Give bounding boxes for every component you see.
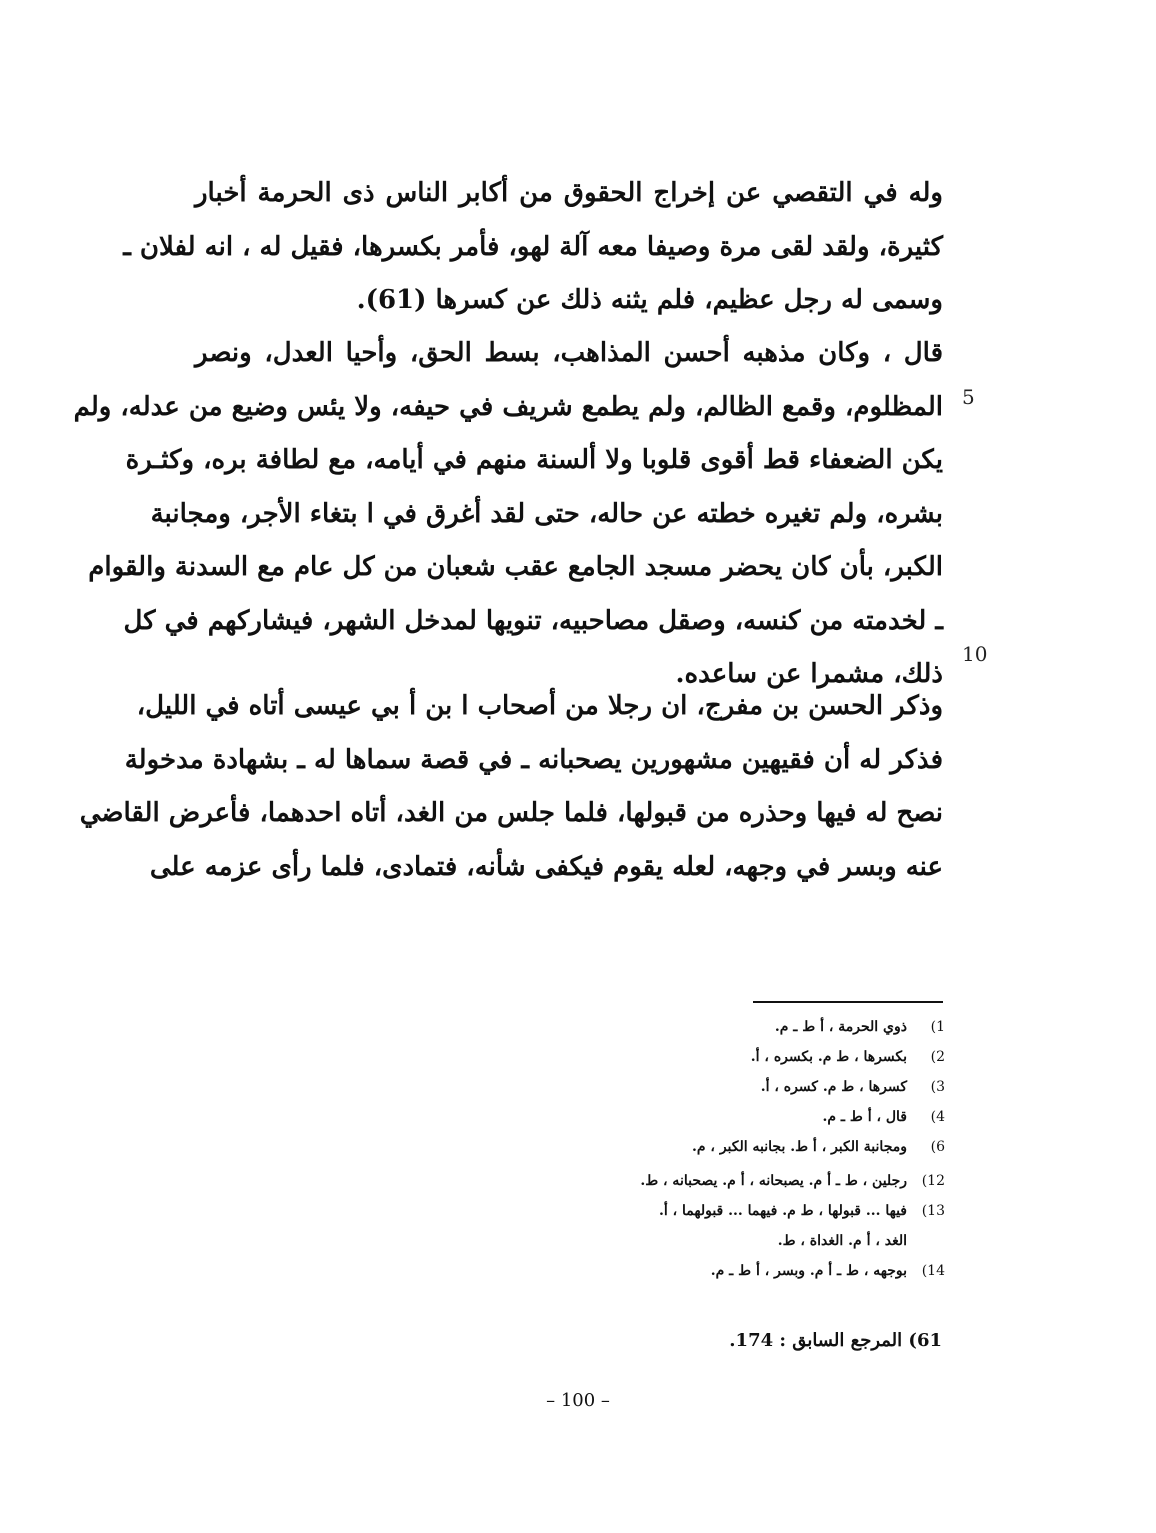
footnote-item [600, 1102, 945, 1132]
text-line: ـ لخدمته من كنسه، وصقل مصاحبيه، تنويها لمدخل الشهر، فيشاركهم في كل [123, 605, 943, 636]
footnote-text: فيها ... قبولها ، ط م. فيهما ... قبولهما ، أ. [658, 1203, 907, 1219]
text-line: وله في التقصي عن إخراج الحقوق من أكابر الناس ذى الحرمة أخبار [195, 178, 943, 208]
text-line: الكبر، بأن كان يحضر مسجد الجامع عقب شعبان من كل عام مع السدنة والقوام [88, 552, 943, 582]
footnote-item [600, 1256, 945, 1286]
text-line: عنه وبسر في وجهه، لعله يقوم فيكفى شأنه، فتمادى، فلما رأى عزمه على [149, 851, 943, 882]
footnote-number: 12) [921, 1173, 945, 1189]
footnote-number: 13) [921, 1203, 945, 1219]
footnote-number: 4) [930, 1109, 945, 1125]
text-line: وسمى له رجل عظيم، فلم يثنه ذلك عن كسرها (61). [356, 285, 943, 315]
paragraph-2 [73, 327, 943, 702]
text-line: كثيرة، ولقد لقى مرة وصيفا معه آلة لهو، فأمر بكسرها، فقيل له ، انه لفلان ـ [123, 231, 943, 262]
footnote-item [600, 1042, 945, 1072]
text-line: ذلك، مشمرا عن ساعده. [675, 659, 943, 689]
footnote-text: قال ، أ ط ـ م. [822, 1109, 907, 1125]
text-line: المظلوم، وقمع الظالم، ولم يطمع شريف في حيفه، ولا يئس وضيع من عدله، ولم [73, 391, 943, 422]
line-number-5: 5 [962, 385, 975, 409]
footnote-divider [753, 1001, 943, 1003]
footnote-item [600, 1226, 945, 1256]
footnote-number: 14) [921, 1263, 945, 1279]
footnote-text: الغد ، أ م. الغداة ، ط. [777, 1233, 907, 1249]
footnote-text: ذوي الحرمة ، أ ط ـ م. [774, 1019, 907, 1035]
footnote-item [600, 1072, 945, 1102]
footnote-number: 2) [930, 1049, 945, 1065]
footnote-text: بكسرها ، ط م. بكسره ، أ. [750, 1049, 907, 1065]
footnote-item [600, 1166, 945, 1196]
footnote-text: كسرها ، ط م. كسره ، أ. [760, 1079, 907, 1095]
text-line: فذكر له أن فقيهين مشهورين يصحبانه ـ في قصة سماها له ـ بشهادة مدخولة [124, 744, 943, 775]
text-line: يكن الضعفاء قط أقوى قلوبا ولا ألسنة منهم في أيامه، مع لطافة بره، وكثـرة [125, 445, 943, 475]
footnote-number: 1) [930, 1019, 945, 1035]
text-line: بشره، ولم تغيره خطته عن حاله، حتى لقد أغرق في ا بتغاء الأجر، ومجانبة [150, 498, 943, 529]
line-number-10: 10 [962, 642, 988, 666]
footnotes [600, 1012, 945, 1286]
paragraph-1 [123, 167, 943, 328]
footnote-text: رجلين ، ط ـ أ م. يصبحانه ، أ م. يصحبانه ، ط. [640, 1173, 907, 1189]
footnote-item [600, 1196, 945, 1226]
text-line: قال ، وكان مذهبه أحسن المذاهب، بسط الحق، وأحيا العدل، ونصر [195, 338, 943, 368]
text-line: وذكر الحسن بن مفرج، ان رجلا من أصحاب ا بن أ بي عيسى أتاه في الليل، [136, 691, 943, 721]
footnote-item [600, 1012, 945, 1042]
footnote-item [600, 1132, 945, 1162]
paragraph-3 [79, 680, 943, 894]
footnote-number: 6) [930, 1139, 945, 1155]
text-line: نصح له فيها وحذره من قبولها، فلما جلس من الغد، أتاه احدهما، فأعرض القاضي [79, 798, 943, 828]
footnote-text: بوجهه ، ط ـ أ م. وبسر ، أ ط ـ م. [710, 1263, 907, 1279]
source-reference: 61) المرجع السابق : 174. [729, 1330, 942, 1351]
footnote-text: ومجانبة الكبر ، أ ط. بجانبه الكبر ، م. [692, 1139, 907, 1155]
page-number: – 100 – [546, 1390, 610, 1411]
footnote-number: 3) [930, 1079, 945, 1095]
